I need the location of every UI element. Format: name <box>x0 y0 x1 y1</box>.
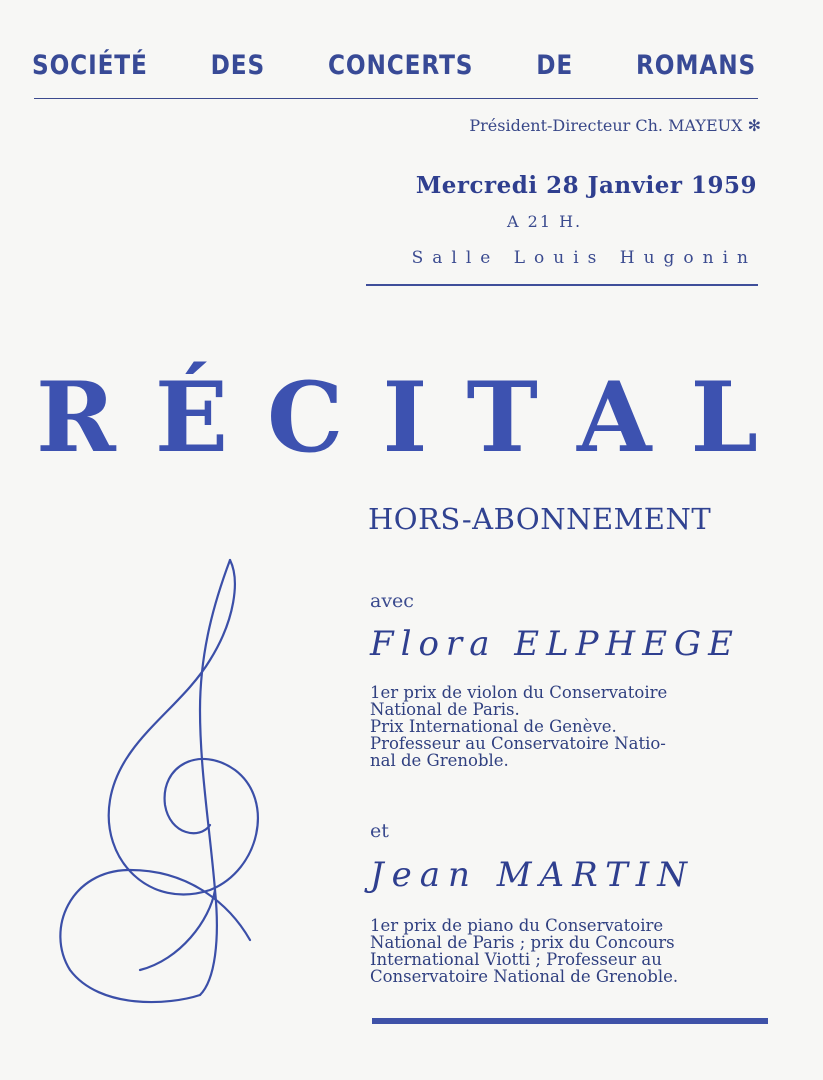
footer-divider <box>372 1018 768 1024</box>
president-line: Président-Directeur Ch. MAYEUX ✻ <box>469 116 761 135</box>
performer-bio-pianist <box>370 917 770 985</box>
with-label: avec <box>370 590 414 612</box>
title-letter: L <box>690 361 758 474</box>
society-word: CONCERTS <box>327 50 474 81</box>
concert-venue: Salle Louis Hugonin <box>411 248 757 268</box>
header-divider <box>34 98 758 99</box>
title-letter: É <box>154 361 228 474</box>
concert-date: Mercredi 28 Janvier 1959 <box>415 172 757 199</box>
bio-line: Prix International de Genève. <box>370 717 617 736</box>
subtitle: HORS-ABONNEMENT <box>368 502 712 536</box>
and-label: et <box>370 820 389 842</box>
treble-clef-icon <box>40 540 290 1010</box>
title-letter: I <box>382 361 428 474</box>
bio-line: International Viotti ; Professeur au <box>370 950 662 969</box>
title-letter: A <box>576 361 652 474</box>
society-word: DES <box>210 50 266 81</box>
bio-line: 1er prix de violon du Conservatoire <box>370 683 668 702</box>
bio-line: National de Paris ; prix du Concours <box>370 933 675 952</box>
venue-divider <box>366 284 758 286</box>
concert-time: A 21 H. <box>507 212 583 231</box>
bio-line: 1er prix de piano du Conservatoire <box>370 916 664 935</box>
bio-line: National de Paris. <box>370 700 520 719</box>
bio-line: Professeur au Conservatoire Natio- <box>370 734 666 753</box>
performer-name-violinist: Flora ELPHEGE <box>370 624 740 664</box>
title-letter: R <box>36 361 116 474</box>
bio-line: Conservatoire National de Grenoble. <box>370 967 679 986</box>
society-word: ROMANS <box>636 50 757 81</box>
society-word: DE <box>536 50 574 81</box>
bio-line: nal de Grenoble. <box>370 751 509 770</box>
society-word: SOCIÉTÉ <box>32 50 148 81</box>
society-name <box>32 50 756 81</box>
page-title <box>36 361 758 474</box>
title-letter: T <box>466 361 538 474</box>
performer-bio-violinist <box>370 684 770 769</box>
title-letter: C <box>267 361 344 474</box>
performer-name-pianist: Jean MARTIN <box>370 855 695 895</box>
